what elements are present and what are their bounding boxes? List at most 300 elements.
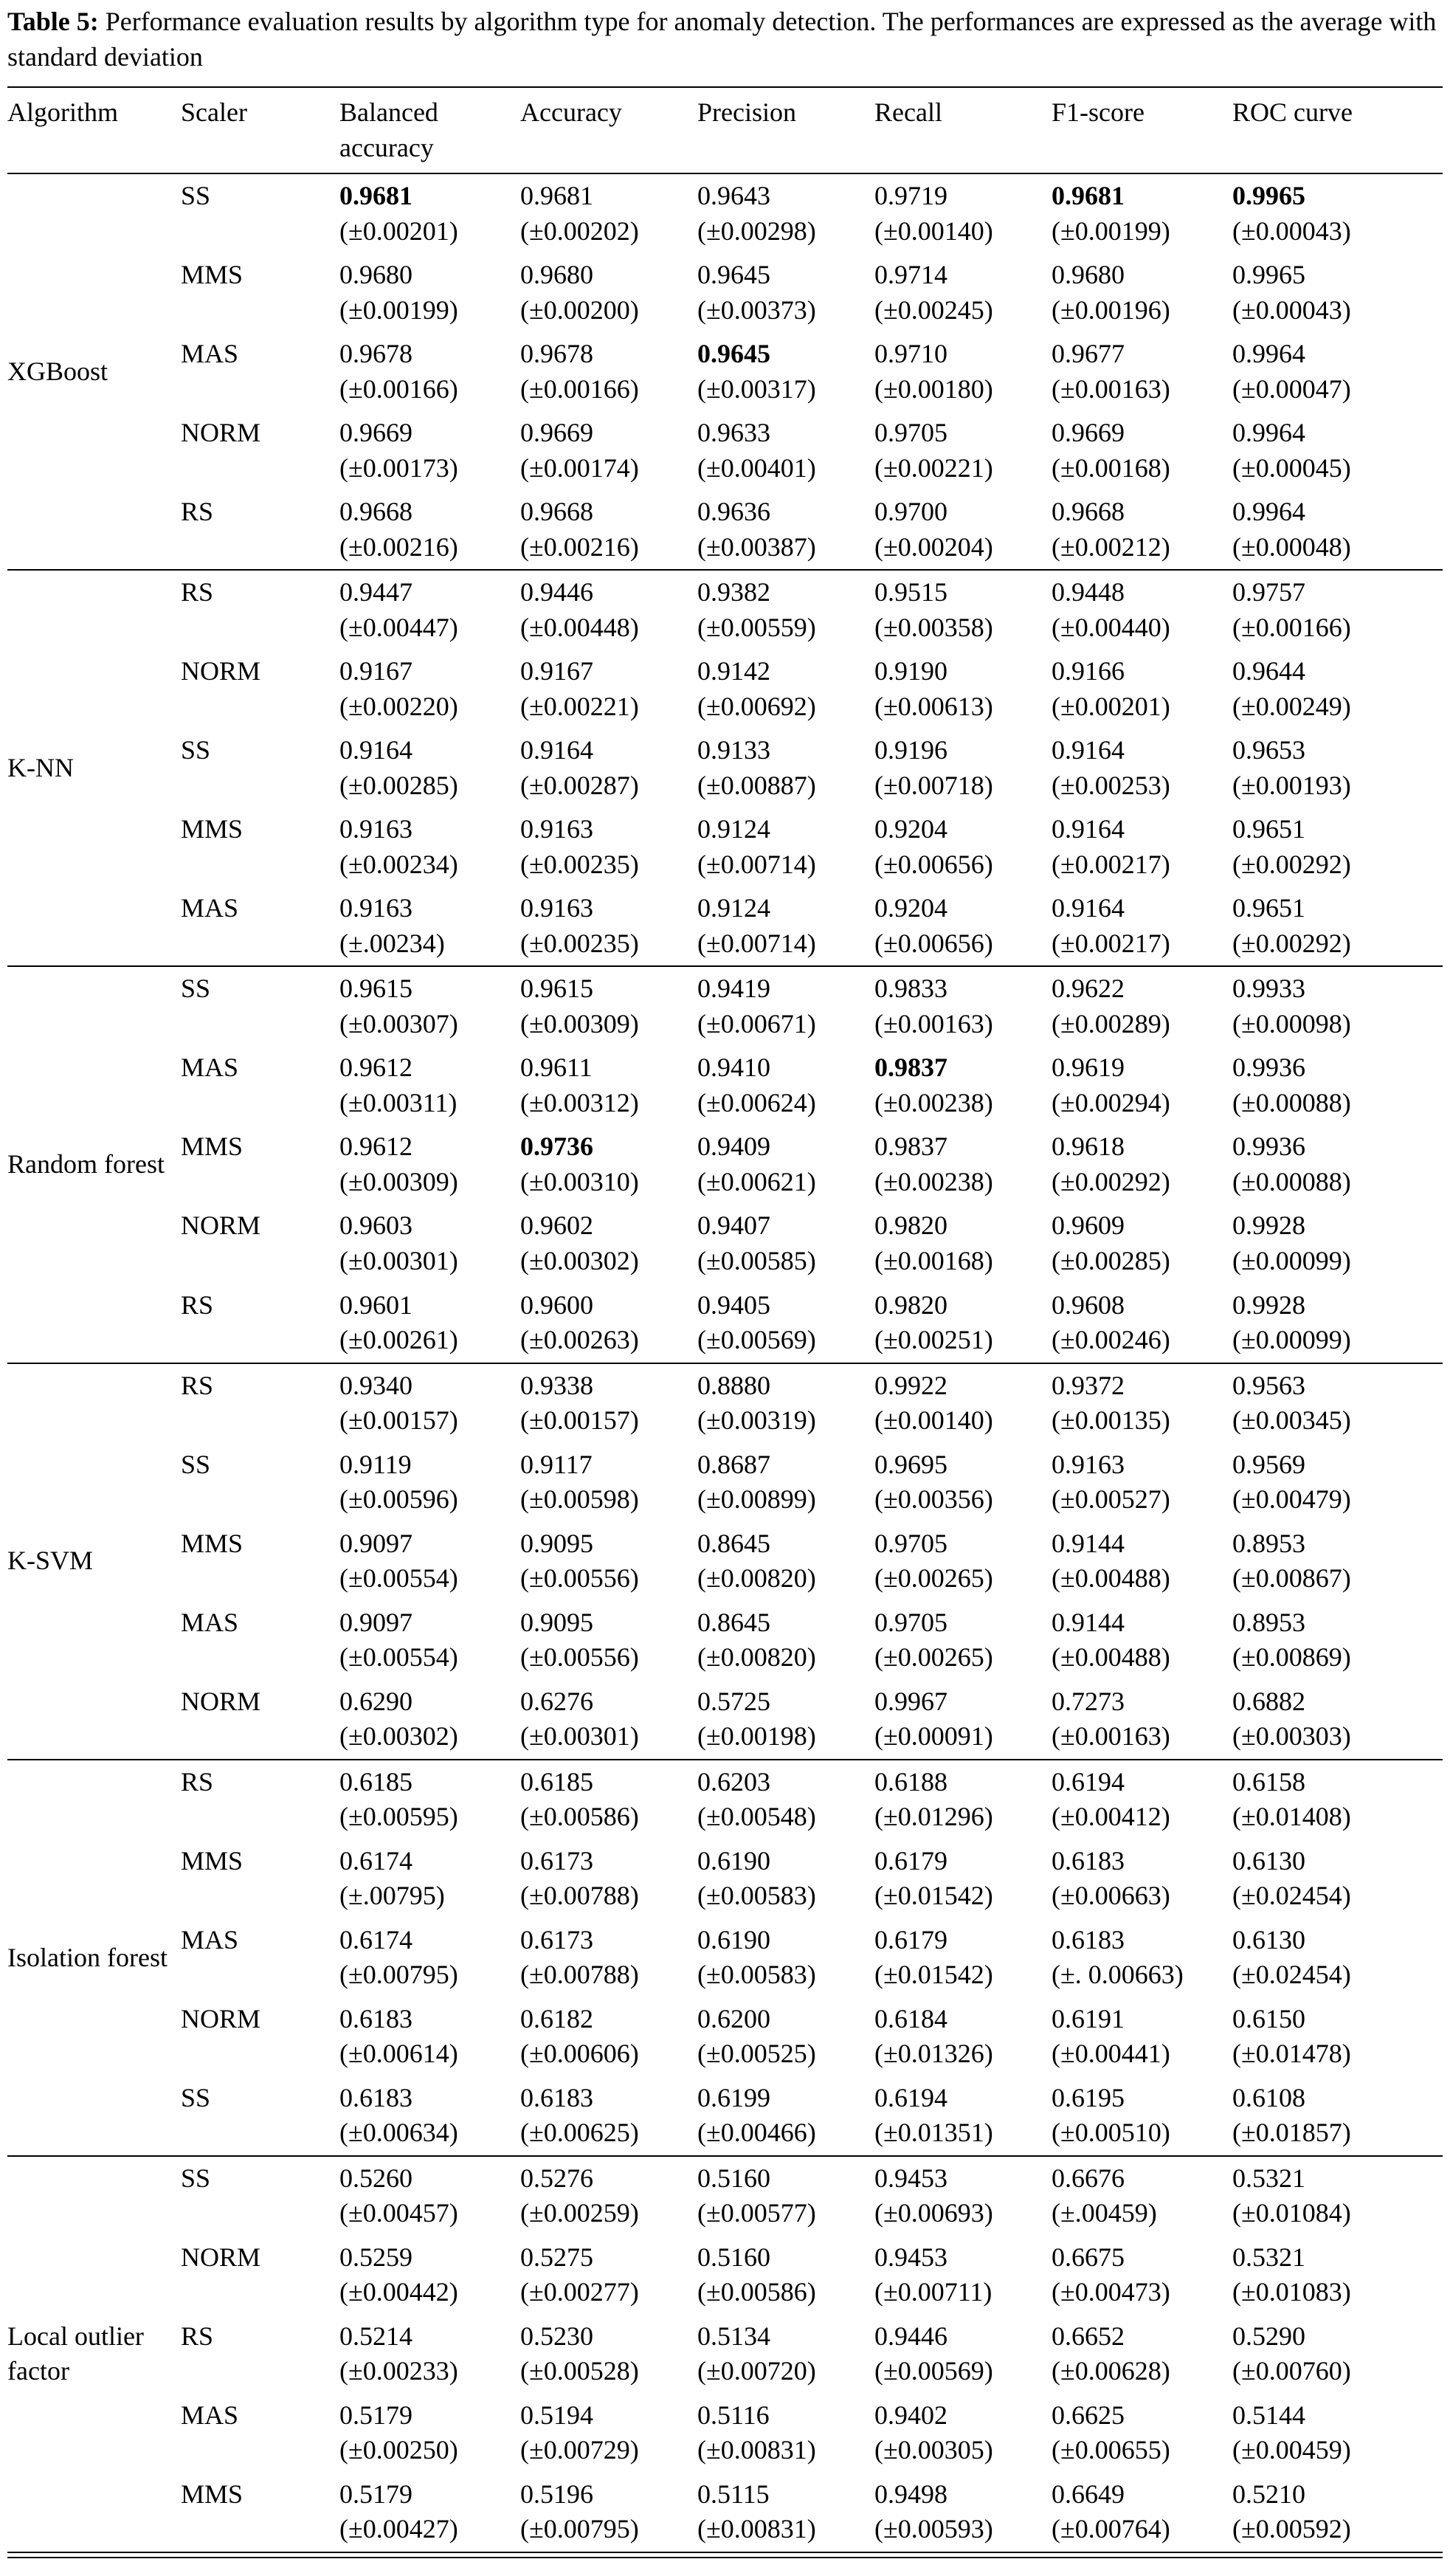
metric-cell	[1052, 1601, 1232, 1680]
metric-value: 0.9651	[1232, 893, 1305, 923]
scaler-name: MMS	[181, 1132, 244, 1162]
metric-std-dev: (±0.00441)	[1052, 2039, 1170, 2069]
metric-std-dev: (±0.00157)	[339, 1405, 458, 1436]
metric-std-dev: (±0.00216)	[520, 531, 639, 562]
algorithm-group	[7, 570, 1443, 966]
metric-cell	[1232, 1522, 1443, 1601]
metric-cell	[1232, 807, 1443, 886]
metric-cell	[520, 1997, 697, 2076]
metric-cell	[339, 490, 520, 570]
metric-value: 0.9204	[874, 814, 947, 844]
metric-value: 0.6882	[1232, 1686, 1305, 1716]
metric-value: 0.6130	[1232, 1845, 1305, 1876]
metric-std-dev: (±0.00277)	[520, 2277, 639, 2307]
metric-value: 0.9338	[520, 1370, 593, 1400]
scaler-name: NORM	[181, 418, 261, 448]
metric-value: 0.9409	[697, 1132, 770, 1162]
metric-std-dev: (±0.00166)	[339, 373, 458, 404]
metric-value: 0.9095	[520, 1528, 593, 1558]
table-row	[7, 1522, 1443, 1601]
metric-std-dev: (±0.00760)	[1232, 2356, 1351, 2386]
metric-value: 0.9124	[697, 814, 770, 844]
metric-std-dev: (±0.00166)	[520, 373, 639, 404]
metric-std-dev: (±0.01478)	[1232, 2039, 1351, 2069]
metric-cell	[520, 2076, 697, 2156]
scaler-name: MAS	[181, 1924, 239, 1955]
metric-cell	[1232, 1363, 1443, 1443]
metric-std-dev: (±0.00358)	[874, 612, 993, 642]
metric-std-dev: (±0.00586)	[520, 1802, 639, 1832]
metric-std-dev: (±0.00043)	[1232, 216, 1351, 246]
metric-std-dev: (±0.00135)	[1052, 1405, 1170, 1436]
table-row	[7, 2156, 1443, 2236]
metric-value: 0.5276	[520, 2163, 593, 2193]
metric-cell	[874, 253, 1052, 332]
metric-cell	[1052, 1046, 1232, 1125]
table-row	[7, 650, 1443, 729]
algorithm-group	[7, 966, 1443, 1363]
metric-value: 0.9936	[1232, 1053, 1305, 1083]
metric-value: 0.9651	[1232, 814, 1305, 844]
metric-value: 0.9600	[520, 1289, 593, 1320]
metric-value: 0.9615	[339, 974, 412, 1004]
metric-value: 0.9833	[874, 974, 947, 1004]
metric-std-dev: (±0.00559)	[697, 612, 816, 642]
metric-std-dev: (±0.00199)	[339, 295, 458, 325]
metric-cell	[520, 1284, 697, 1363]
metric-std-dev: (±0.00220)	[339, 691, 458, 721]
metric-std-dev: (±0.00718)	[874, 770, 993, 800]
metric-cell	[697, 1839, 874, 1918]
metric-std-dev: (±0.00692)	[697, 691, 816, 721]
metric-std-dev: (±0.01296)	[874, 1802, 993, 1832]
metric-value: 0.9964	[1232, 339, 1305, 369]
metric-value: 0.9668	[520, 497, 593, 527]
metric-std-dev: (±0.00473)	[1052, 2277, 1170, 2307]
metric-std-dev: (±0.00198)	[697, 1721, 816, 1752]
metric-cell	[697, 1522, 874, 1601]
metric-std-dev: (±0.00163)	[1052, 373, 1170, 404]
metric-cell	[520, 1125, 697, 1204]
table-bottom-rule	[7, 2557, 1443, 2558]
metric-cell	[1052, 886, 1232, 966]
metric-cell	[520, 1363, 697, 1443]
metric-value: 0.9653	[1232, 735, 1305, 765]
metric-value: 0.5160	[697, 2163, 770, 2193]
metric-std-dev: (±0.00820)	[697, 1642, 816, 1673]
metric-std-dev: (±0.00624)	[697, 1087, 816, 1117]
metric-value: 0.6199	[697, 2082, 770, 2112]
metric-cell	[1232, 1443, 1443, 1522]
metric-std-dev: (±0.00606)	[520, 2039, 639, 2069]
metric-cell	[1232, 253, 1443, 332]
scaler-name: MMS	[181, 2479, 244, 2509]
metric-value: 0.6183	[339, 2003, 412, 2033]
metric-value: 0.9167	[520, 656, 593, 686]
metric-value: 0.5725	[697, 1686, 770, 1716]
metric-value: 0.9681	[339, 181, 412, 211]
metric-cell	[1052, 729, 1232, 807]
metric-cell	[697, 1284, 874, 1363]
metric-std-dev: (±0.00285)	[1052, 1245, 1170, 1275]
metric-std-dev: (±0.00043)	[1232, 295, 1351, 325]
metric-std-dev: (±0.00261)	[339, 1325, 458, 1355]
metric-value: 0.6130	[1232, 1924, 1305, 1955]
scaler-name: SS	[181, 974, 211, 1004]
metric-std-dev: (±0.00251)	[874, 1325, 993, 1355]
metric-std-dev: (±0.00235)	[520, 849, 639, 879]
metric-cell	[874, 1680, 1052, 1760]
metric-std-dev: (±0.00556)	[520, 1642, 639, 1673]
metric-value: 0.9164	[1052, 735, 1125, 765]
metric-value: 0.6173	[520, 1845, 593, 1876]
metric-value: 0.6675	[1052, 2242, 1125, 2272]
metric-value: 0.6191	[1052, 2003, 1125, 2033]
metric-cell	[1232, 1680, 1443, 1760]
metric-std-dev: (±0.00098)	[1232, 1008, 1351, 1039]
metric-value: 0.9757	[1232, 577, 1305, 607]
metric-std-dev: (±0.00048)	[1232, 531, 1351, 562]
metric-cell	[1052, 1760, 1232, 1839]
metric-std-dev: (±0.00091)	[874, 1721, 993, 1752]
metric-cell	[874, 411, 1052, 490]
metric-cell	[339, 807, 520, 886]
metric-std-dev: (±0.00554)	[339, 1563, 458, 1594]
metric-value: 0.6182	[520, 2003, 593, 2033]
metric-cell	[339, 2394, 520, 2473]
column-header: ROC curve	[1232, 97, 1353, 128]
metric-value: 0.9119	[339, 1449, 412, 1479]
metric-std-dev: (±0.00174)	[520, 452, 639, 483]
scaler-name: SS	[181, 181, 211, 211]
scaler-name: NORM	[181, 656, 261, 686]
metric-cell	[339, 1601, 520, 1680]
metric-std-dev: (±0.00238)	[874, 1087, 993, 1117]
metric-std-dev: (±0.02454)	[1232, 1960, 1351, 1990]
metric-std-dev: (±0.00867)	[1232, 1563, 1351, 1594]
algorithm-group	[7, 173, 1443, 570]
metric-cell	[339, 1125, 520, 1204]
metric-std-dev: (±0.01084)	[1232, 2198, 1351, 2228]
metric-cell	[1232, 2473, 1443, 2552]
table-row	[7, 1204, 1443, 1283]
metric-value: 0.5179	[339, 2479, 412, 2509]
metric-cell	[874, 1997, 1052, 2076]
metric-std-dev: (±0.00246)	[1052, 1325, 1170, 1355]
metric-value: 0.6174	[339, 1845, 412, 1876]
metric-std-dev: (±0.00795)	[520, 2514, 639, 2544]
column-header: Recall	[874, 97, 942, 128]
metric-cell	[339, 173, 520, 253]
metric-std-dev: (±0.00292)	[1232, 849, 1351, 879]
metric-cell	[1052, 1680, 1232, 1760]
scaler-name: MMS	[181, 1845, 244, 1876]
metric-value: 0.9668	[339, 497, 412, 527]
metric-cell	[1232, 570, 1443, 650]
metric-cell	[1052, 490, 1232, 570]
metric-std-dev: (±0.00528)	[520, 2356, 639, 2386]
metric-std-dev: (±0.00292)	[1232, 928, 1351, 958]
metric-cell	[697, 570, 874, 650]
metric-std-dev: (±0.00265)	[874, 1642, 993, 1673]
metric-std-dev: (±0.00140)	[874, 1405, 993, 1436]
metric-cell	[1232, 1760, 1443, 1839]
metric-std-dev: (±0.00309)	[339, 1166, 458, 1196]
metric-std-dev: (±0.00302)	[339, 1721, 458, 1752]
metric-value: 0.9645	[697, 339, 770, 369]
metric-std-dev: (±0.00238)	[874, 1166, 993, 1196]
metric-std-dev: (±0.00301)	[339, 1245, 458, 1275]
metric-value: 0.9933	[1232, 974, 1305, 1004]
table-row	[7, 1680, 1443, 1760]
metric-cell	[874, 1601, 1052, 1680]
table-head	[7, 87, 1443, 173]
metric-cell	[697, 1997, 874, 2076]
metric-std-dev: (±0.00442)	[339, 2277, 458, 2307]
metric-value: 0.6150	[1232, 2003, 1305, 2033]
metric-value: 0.8645	[697, 1607, 770, 1637]
metric-cell	[339, 1363, 520, 1443]
metric-value: 0.6179	[874, 1924, 947, 1955]
column-header: F1-score	[1052, 97, 1145, 128]
metric-cell	[1052, 2473, 1232, 2552]
metric-cell	[697, 1760, 874, 1839]
metric-value: 0.9618	[1052, 1132, 1125, 1162]
table-row	[7, 570, 1443, 650]
metric-cell	[1232, 650, 1443, 729]
metric-value: 0.9669	[339, 418, 412, 448]
metric-std-dev: (±0.00200)	[520, 295, 639, 325]
metric-value: 0.9936	[1232, 1132, 1305, 1162]
metric-std-dev: (±0.00307)	[339, 1008, 458, 1039]
metric-std-dev: (±0.01351)	[874, 2118, 993, 2148]
metric-cell	[697, 2156, 874, 2236]
metric-value: 0.9719	[874, 181, 947, 211]
metric-std-dev: (±0.00173)	[339, 452, 458, 483]
metric-value: 0.9142	[697, 656, 770, 686]
metric-std-dev: (±0.00510)	[1052, 2118, 1170, 2148]
metric-value: 0.9964	[1232, 418, 1305, 448]
metric-std-dev: (±0.00466)	[697, 2118, 816, 2148]
metric-value: 0.9705	[874, 418, 947, 448]
metric-cell	[1232, 1997, 1443, 2076]
metric-cell	[339, 2236, 520, 2315]
algorithm-group	[7, 1363, 1443, 1760]
metric-value: 0.9612	[339, 1132, 412, 1162]
scaler-name: RS	[181, 1370, 214, 1400]
metric-cell	[1232, 490, 1443, 570]
metric-value: 0.9407	[697, 1210, 770, 1241]
metric-std-dev: (±0.00088)	[1232, 1166, 1351, 1196]
scaler-name: MMS	[181, 1528, 244, 1558]
metric-cell	[1052, 1284, 1232, 1363]
algorithm-name: Local outlier factor	[7, 2321, 144, 2386]
scaler-name: MAS	[181, 1053, 239, 1083]
metric-value: 0.6184	[874, 2003, 947, 2033]
algorithm-group	[7, 1760, 1443, 2156]
metric-std-dev: (±0.00628)	[1052, 2356, 1170, 2386]
metric-std-dev: (±0.00479)	[1232, 1484, 1351, 1515]
metric-cell	[697, 1918, 874, 1997]
metric-cell	[874, 1125, 1052, 1204]
algorithm-name: Isolation forest	[7, 1942, 168, 1972]
metric-value: 0.9372	[1052, 1370, 1125, 1400]
metric-value: 0.9097	[339, 1528, 412, 1558]
metric-std-dev: (±0.00234)	[339, 849, 458, 879]
metric-value: 0.9615	[520, 974, 593, 1004]
metric-std-dev: (±0.00259)	[520, 2198, 639, 2228]
metric-cell	[697, 650, 874, 729]
metric-value: 0.8953	[1232, 1607, 1305, 1637]
metric-value: 0.6179	[874, 1845, 947, 1876]
metric-cell	[874, 173, 1052, 253]
metric-cell	[1052, 1918, 1232, 1997]
metric-value: 0.9190	[874, 656, 947, 686]
metric-std-dev: (±0.00249)	[1232, 691, 1351, 721]
metric-value: 0.6190	[697, 1924, 770, 1955]
metric-std-dev: (±0.00720)	[697, 2356, 816, 2386]
metric-std-dev: (±0.00168)	[874, 1245, 993, 1275]
metric-cell	[874, 2473, 1052, 2552]
algorithm-name: Random forest	[7, 1149, 165, 1179]
metric-std-dev: (±0.00292)	[1052, 1166, 1170, 1196]
metric-value: 0.9965	[1232, 260, 1305, 290]
metric-value: 0.9611	[520, 1053, 593, 1083]
metric-value: 0.9695	[874, 1449, 947, 1479]
metric-cell	[697, 490, 874, 570]
metric-std-dev: (±0.00309)	[520, 1008, 639, 1039]
metric-cell	[1052, 253, 1232, 332]
metric-cell	[520, 2156, 697, 2236]
metric-cell	[339, 2473, 520, 2552]
scaler-name: NORM	[181, 2242, 261, 2272]
metric-cell	[339, 1680, 520, 1760]
metric-std-dev: (±0.00671)	[697, 1008, 816, 1039]
metric-value: 0.6185	[339, 1766, 412, 1797]
scaler-name: NORM	[181, 1210, 261, 1241]
metric-value: 0.9837	[874, 1132, 947, 1162]
table-row	[7, 2236, 1443, 2315]
metric-cell	[697, 1443, 874, 1522]
metric-std-dev: (±0.00345)	[1232, 1405, 1351, 1436]
metric-std-dev: (±0.00488)	[1052, 1563, 1170, 1594]
metric-value: 0.6174	[339, 1924, 412, 1955]
metric-value: 0.9636	[697, 497, 770, 527]
metric-value: 0.9965	[1232, 181, 1305, 211]
metric-cell	[1232, 173, 1443, 253]
metric-value: 0.6158	[1232, 1766, 1305, 1797]
metric-cell	[520, 332, 697, 411]
metric-std-dev: (±0.00788)	[520, 1881, 639, 1911]
metric-value: 0.9204	[874, 893, 947, 923]
metric-cell	[697, 411, 874, 490]
metric-std-dev: (±0.00440)	[1052, 612, 1170, 642]
metric-value: 0.6183	[339, 2082, 412, 2112]
metric-std-dev: (±0.00373)	[697, 295, 816, 325]
metric-value: 0.9710	[874, 339, 947, 369]
metric-value: 0.9922	[874, 1370, 947, 1400]
metric-cell	[339, 2156, 520, 2236]
metric-cell	[1052, 1997, 1232, 2076]
algorithm-name: K-SVM	[7, 1546, 94, 1576]
metric-cell	[1052, 2236, 1232, 2315]
metric-cell	[520, 1839, 697, 1918]
scaler-name: SS	[181, 2163, 211, 2193]
metric-value: 0.9382	[697, 577, 770, 607]
metric-cell	[1232, 729, 1443, 807]
metric-std-dev: (±0.00387)	[697, 531, 816, 562]
metric-value: 0.9681	[520, 181, 593, 211]
metric-value: 0.9164	[339, 735, 412, 765]
metric-value: 0.9453	[874, 2163, 947, 2193]
metric-cell	[520, 2394, 697, 2473]
metric-value: 0.9117	[520, 1449, 593, 1479]
metric-value: 0.5196	[520, 2479, 593, 2509]
table-row	[7, 886, 1443, 966]
metric-cell	[520, 1522, 697, 1601]
metric-cell	[339, 1443, 520, 1522]
metric-value: 0.5115	[697, 2479, 770, 2509]
metric-cell	[1232, 1601, 1443, 1680]
metric-value: 0.9619	[1052, 1053, 1125, 1083]
metric-std-dev: (±0.00583)	[697, 1881, 816, 1911]
metric-cell	[520, 2236, 697, 2315]
metric-value: 0.6194	[1052, 1766, 1125, 1797]
table-row	[7, 490, 1443, 570]
metric-value: 0.9633	[697, 418, 770, 448]
metric-std-dev: (±0.00663)	[1052, 1881, 1170, 1911]
metric-std-dev: (±0.00869)	[1232, 1642, 1351, 1673]
metric-value: 0.9837	[874, 1053, 947, 1083]
metric-value: 0.9967	[874, 1686, 947, 1716]
metric-std-dev: (±0.00613)	[874, 691, 993, 721]
metric-value: 0.9622	[1052, 974, 1125, 1004]
metric-value: 0.9144	[1052, 1607, 1125, 1637]
scaler-name: NORM	[181, 1686, 261, 1716]
metric-value: 0.8645	[697, 1528, 770, 1558]
metric-cell	[339, 570, 520, 650]
algorithm-name: XGBoost	[7, 356, 108, 386]
metric-cell	[874, 807, 1052, 886]
scaler-name: MMS	[181, 260, 244, 290]
metric-value: 0.9453	[874, 2242, 947, 2272]
metric-std-dev: (±0.00412)	[1052, 1802, 1170, 1832]
metric-cell	[339, 1522, 520, 1601]
metric-value: 0.9515	[874, 577, 947, 607]
table-row	[7, 173, 1443, 253]
algorithm-group	[7, 2156, 1443, 2552]
metric-cell	[1052, 807, 1232, 886]
table-row	[7, 1443, 1443, 1522]
metric-cell	[874, 1839, 1052, 1918]
metric-std-dev: (±0.00311)	[339, 1087, 458, 1117]
metric-std-dev: (±0.00047)	[1232, 373, 1351, 404]
metric-std-dev: (±0.00548)	[697, 1802, 816, 1832]
table-row	[7, 2076, 1443, 2156]
metric-std-dev: (±0.00099)	[1232, 1325, 1351, 1355]
metric-std-dev: (±0.00595)	[339, 1802, 458, 1832]
table-row	[7, 253, 1443, 332]
metric-std-dev: (±.00459)	[1052, 2198, 1157, 2228]
metric-std-dev: (±0.00212)	[1052, 531, 1170, 562]
metric-cell	[1052, 2394, 1232, 2473]
metric-cell	[874, 1918, 1052, 1997]
metric-std-dev: (±0.00585)	[697, 1245, 816, 1275]
metric-cell	[697, 729, 874, 807]
metric-std-dev: (±0.01542)	[874, 1881, 993, 1911]
metric-cell	[874, 1284, 1052, 1363]
metric-value: 0.5134	[697, 2321, 770, 2351]
